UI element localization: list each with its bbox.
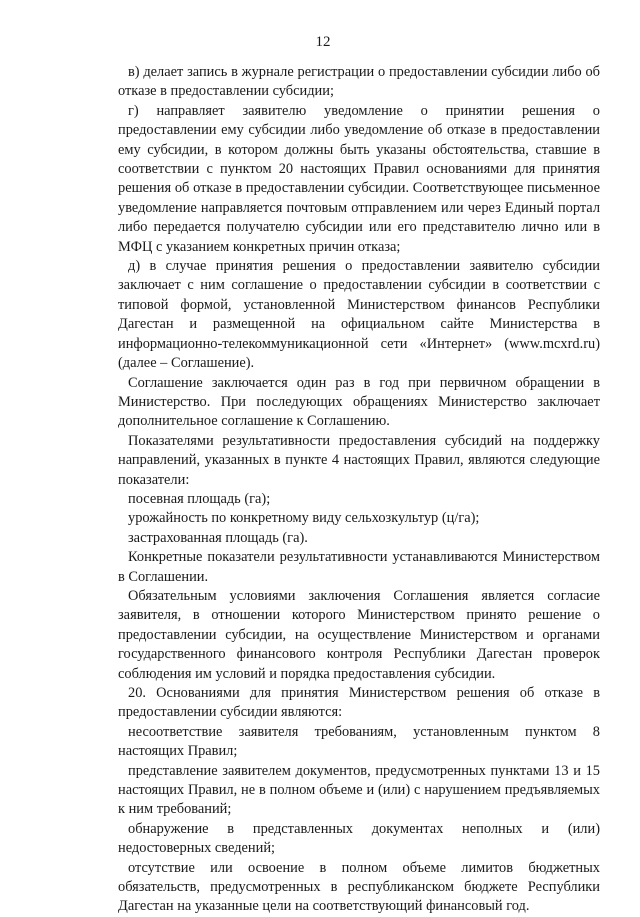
indicator-item: посевная площадь (га);	[128, 490, 271, 507]
indicator-item: застрахованная площадь (га).	[128, 529, 308, 546]
paragraph-v: в) делает запись в журнале регистрации о предоставлении субсидии либо об отказе в предоставлении субсидии;	[118, 64, 600, 100]
paragraph-indicators: Показателями результативности предоставления субсидий на поддержку направлений, указанных в пункте 4 настоящих Правил, являются следующие показатели:	[118, 432, 600, 488]
indicator-item: урожайность по конкретному виду сельхозкультур (ц/га);	[128, 510, 480, 527]
refusal-ground: представление заявителем документов, предусмотренных пунктами 13 и 15 настоящих Правил, не в полном объеме и (или) с нарушением предъявляемых к ним требований;	[118, 762, 600, 818]
paragraph-20: 20. Основаниями для принятия Министерством решения об отказе в предоставлении субсидии являются:	[118, 685, 600, 721]
page-number: 12	[315, 34, 331, 50]
refusal-ground: отсутствие или освоение в полном объеме лимитов бюджетных обязательств, предусмотренных в республиканском бюджете Республики Дагестан на указанные цели на соответствующий финансовый год.	[118, 859, 600, 915]
paragraph-agreement: Соглашение заключается один раз в год при первичном обращении в Министерство. При последующих обращениях Министерство заключает дополнительное соглашение к Соглашению.	[118, 374, 600, 430]
paragraph-g: г) направляет заявителю уведомление о принятии решения о предоставлении ему субсидии либо уведомление об отказе в предоставлении ему субсидии, в котором должны быть указаны обстоятельства, ставшие в соответствии с пунктом 20 настоящих Правил основаниями для принятия решения об отказе в предоставлении субсидии. Соответствующее письменное уведомление направляется почтовым отправлением или через Единый портал либо передается получателю субсидии или его представителю лично или в МФЦ с указанием конкретных причин отказа;	[118, 102, 600, 255]
paragraph-mandatory-conditions: Обязательным условиями заключения Соглашения является согласие заявителя, в отношении которого Министерством принято решение о предоставлении субсидии, на осуществление Министерством и органами государственного финансового контроля Республики Дагестан проверок соблюдения им условий и порядка предоставления субсидии.	[118, 587, 600, 682]
refusal-ground: обнаружение в представленных документах неполных и (или) недостоверных сведений;	[118, 820, 600, 857]
document-body	[118, 63, 600, 917]
refusal-ground: несоответствие заявителя требованиям, установленным пунктом 8 настоящих Правил;	[118, 723, 600, 760]
paragraph-d: д) в случае принятия решения о предоставлении заявителю субсидии заключает с ним соглашение о предоставлении субсидии в соответствии с типовой формой, установленной Министерством финансов Республики Дагестан и размещенной на официальном сайте Министерства в информационно-телекоммуникационной сети «Интернет» (www.mcxrd.ru) (далее – Соглашение).	[118, 258, 600, 372]
paragraph-specific-indicators: Конкретные показатели результативности устанавливаются Министерством в Соглашении.	[118, 549, 600, 585]
